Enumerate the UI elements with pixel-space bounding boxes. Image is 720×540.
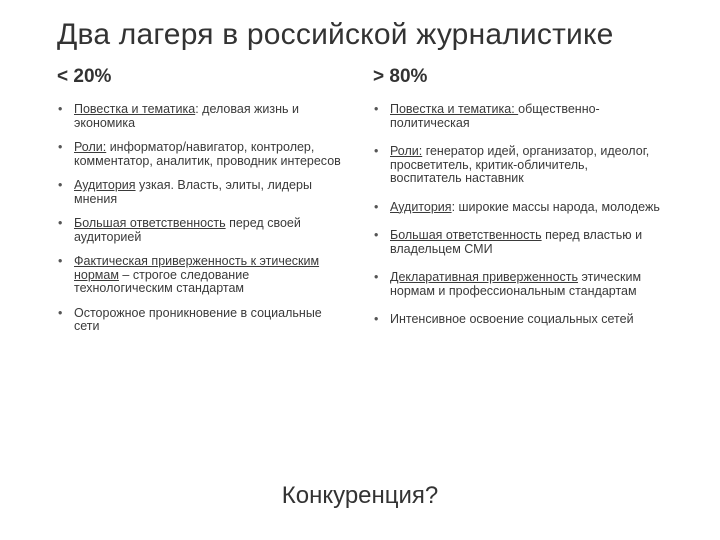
bullet-lead: Аудитория — [390, 199, 452, 214]
left-column-list — [57, 103, 347, 345]
bullet-item — [57, 179, 347, 206]
right-column-list — [373, 103, 663, 342]
bullet-text: – строгое следование технологическим стандартам — [74, 267, 250, 295]
bullet-lead: Роли: — [390, 144, 423, 158]
bullet-item — [57, 255, 347, 296]
bullet-item — [57, 103, 347, 130]
bullet-lead: Большая ответственность — [74, 216, 226, 230]
bullet-item — [373, 103, 663, 130]
bullet-item — [57, 141, 347, 168]
bullet-item — [57, 307, 347, 334]
bullet-text: информатор/навигатор, контролер, комментатор, аналитик, проводник интересов — [74, 140, 341, 168]
bullet-item — [373, 201, 663, 215]
right-column-header: > 80% — [373, 66, 428, 87]
bullet-item — [373, 313, 663, 327]
bullet-lead: Повестка и тематика — [74, 102, 196, 116]
bullet-lead: Повестка и тематика: — [390, 102, 519, 116]
bullet-lead: Роли: — [74, 140, 107, 154]
bullet-lead: Фактическая приверженность к этическим нормам — [74, 254, 320, 282]
bullet-lead: Аудитория — [74, 178, 136, 192]
slide-title: Два лагеря в российской журналистике — [57, 18, 614, 51]
bullet-item — [373, 271, 663, 298]
bullet-text: генератор идей, организатор, идеолог, просветитель, критик-обличитель, воспитатель наставник — [390, 144, 650, 185]
bullet-text: : деловая жизнь и экономика — [74, 102, 300, 130]
bullet-text: перед властью и владельцем СМИ — [390, 228, 643, 256]
bullet-text: общественно-политическая — [390, 102, 600, 130]
bullet-item — [373, 145, 663, 186]
bullet-text: Осторожное проникновение в социальные сети — [74, 305, 322, 333]
bullet-text: Интенсивное освоение социальных сетей — [390, 312, 634, 326]
bullet-text: перед своей аудиторией — [74, 216, 301, 244]
bullet-lead: Декларативная приверженность — [390, 270, 579, 284]
bullet-text: узкая. Власть, элиты, лидеры мнения — [74, 178, 312, 206]
bullet-item — [57, 217, 347, 244]
bullet-item — [373, 229, 663, 256]
bullet-text: : широкие массы народа, молодежь — [451, 199, 660, 214]
footer-question: Конкуренция? — [281, 482, 439, 509]
bullet-lead: Большая ответственность — [390, 228, 542, 242]
left-column-header: < 20% — [57, 66, 112, 87]
bullet-text: этическим нормам и профессиональным стандартам — [390, 270, 642, 298]
